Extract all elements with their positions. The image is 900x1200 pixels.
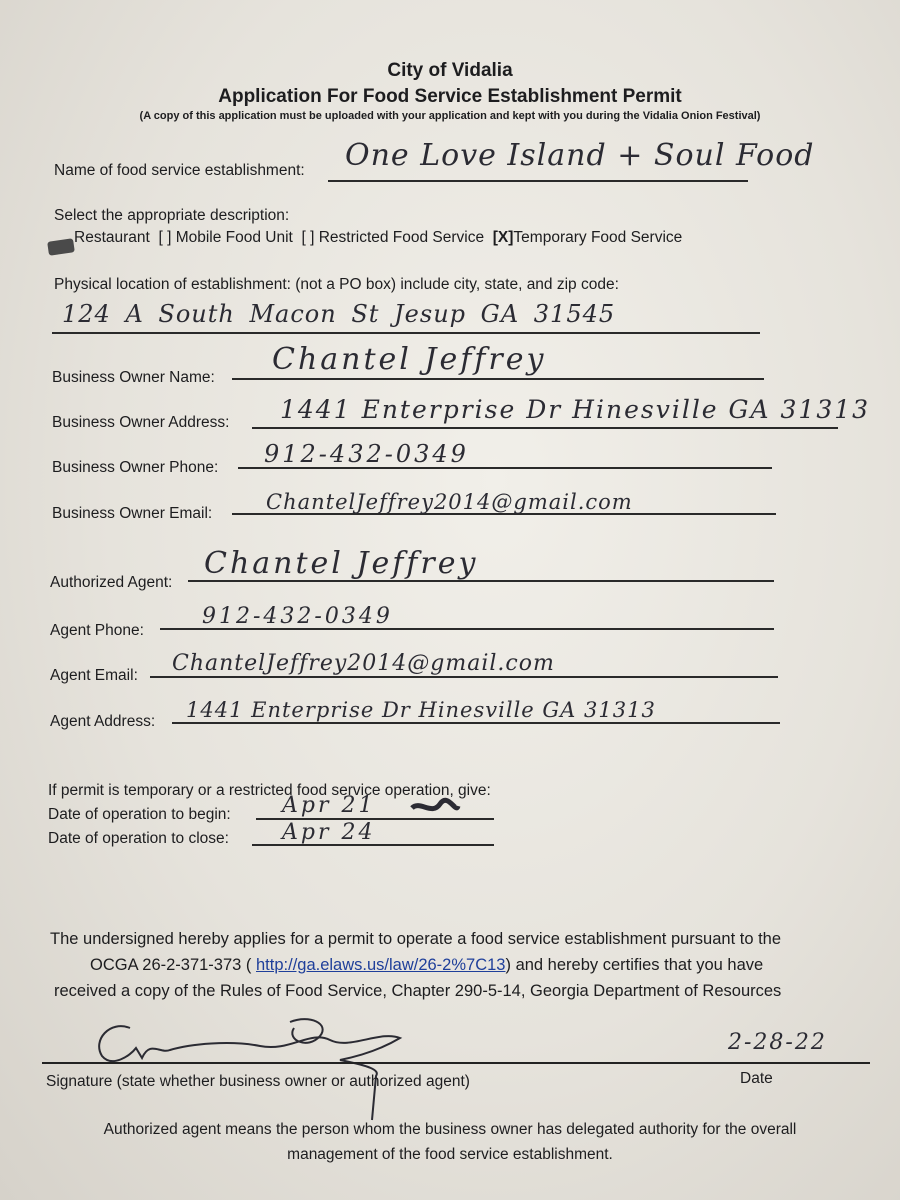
footer-line-1: Authorized agent means the person whom the business owner has delegated authority for the overall [103,1121,797,1138]
establishment-name-value[interactable]: One Love Island + Soul Food [345,138,815,173]
ocga-link[interactable]: http://ga.elaws.us/law/26-2%7C13 [256,956,506,974]
date-scribble-mark [410,798,460,820]
restricted-food-service-checkbox[interactable]: [ ] [301,229,315,246]
certification-line-1: The undersigned hereby applies for a permit to operate a food service establishment pursuant to the [50,930,782,948]
owner-email-value[interactable]: ChantelJeffrey2014@gmail.com [266,490,633,514]
owner-email-label: Business Owner Email: [52,505,213,522]
footer-line-2: management of the food service establishment. [287,1146,613,1163]
owner-address-value[interactable]: 1441 Enterprise Dr Hinesville GA 31313 [280,395,871,424]
certification-line-2: OCGA 26-2-371-373 ( http://ga.elaws.us/law/26-2%7C13) and hereby certifies that you have [90,956,764,974]
signature-line [42,1062,870,1064]
form-title: Application For Food Service Establishment Permit [218,86,682,107]
owner-phone-label: Business Owner Phone: [52,459,219,476]
restaurant-option-label: Restaurant [74,229,150,246]
certification-text [40,926,900,1004]
signature-label: Signature (state whether business owner or authorized agent) [46,1073,470,1090]
date-begin-value[interactable]: Apr 21 [282,793,376,818]
agent-address-label: Agent Address: [50,713,156,730]
mobile-food-unit-label: Mobile Food Unit [175,229,293,246]
establishment-name-line [328,180,748,182]
owner-name-line [232,378,764,380]
restricted-food-service-label: Restricted Food Service [318,229,485,246]
agent-address-line [172,722,780,724]
agent-email-label: Agent Email: [50,667,138,684]
date-begin-label: Date of operation to begin: [48,806,231,823]
agent-address-value[interactable]: 1441 Enterprise Dr Hinesville GA 31313 [186,698,656,722]
date-label: Date [740,1070,773,1087]
owner-name-label: Business Owner Name: [52,369,215,386]
description-prompt: Select the appropriate description: [54,207,290,224]
owner-phone-value[interactable]: 912-432-0349 [264,440,469,468]
location-label: Physical location of establishment: (not a PO box) include city, state, and zip code: [54,276,619,293]
agent-email-value[interactable]: ChantelJeffrey2014@gmail.com [172,651,555,676]
owner-address-line [252,427,838,429]
city-heading: City of Vidalia [387,60,513,81]
certification-line-3: received a copy of the Rules of Food Service, Chapter 290-5-14, Georgia Department of Resources [54,982,782,1000]
temporary-food-service-checkbox[interactable]: [X] [492,229,514,246]
description-options [48,229,682,247]
signature-mark[interactable] [80,1010,420,1130]
date-close-value[interactable]: Apr 24 [282,820,376,845]
agent-phone-label: Agent Phone: [50,622,144,639]
agent-phone-value[interactable]: 912-432-0349 [202,604,393,629]
dates-intro: If permit is temporary or a restricted food service operation, give: [48,782,491,799]
owner-name-value[interactable]: Chantel Jeffrey [272,342,547,377]
location-line [52,332,760,334]
date-close-label: Date of operation to close: [48,830,229,847]
agent-email-line [150,676,778,678]
signature-date-value[interactable]: 2-28-22 [728,1030,827,1055]
owner-address-label: Business Owner Address: [52,414,230,431]
location-value[interactable]: 124 A South Macon St Jesup GA 31545 [62,300,616,328]
mobile-food-unit-checkbox[interactable]: [ ] [158,229,172,246]
agent-name-value[interactable]: Chantel Jeffrey [204,546,479,581]
form-note: (A copy of this application must be uploaded with your application and kept with you during the Vidalia Onion Festival) [139,110,761,122]
establishment-name-label: Name of food service establishment: [54,162,305,179]
agent-name-label: Authorized Agent: [50,574,173,591]
temporary-food-service-label: Temporary Food Service [513,229,683,246]
